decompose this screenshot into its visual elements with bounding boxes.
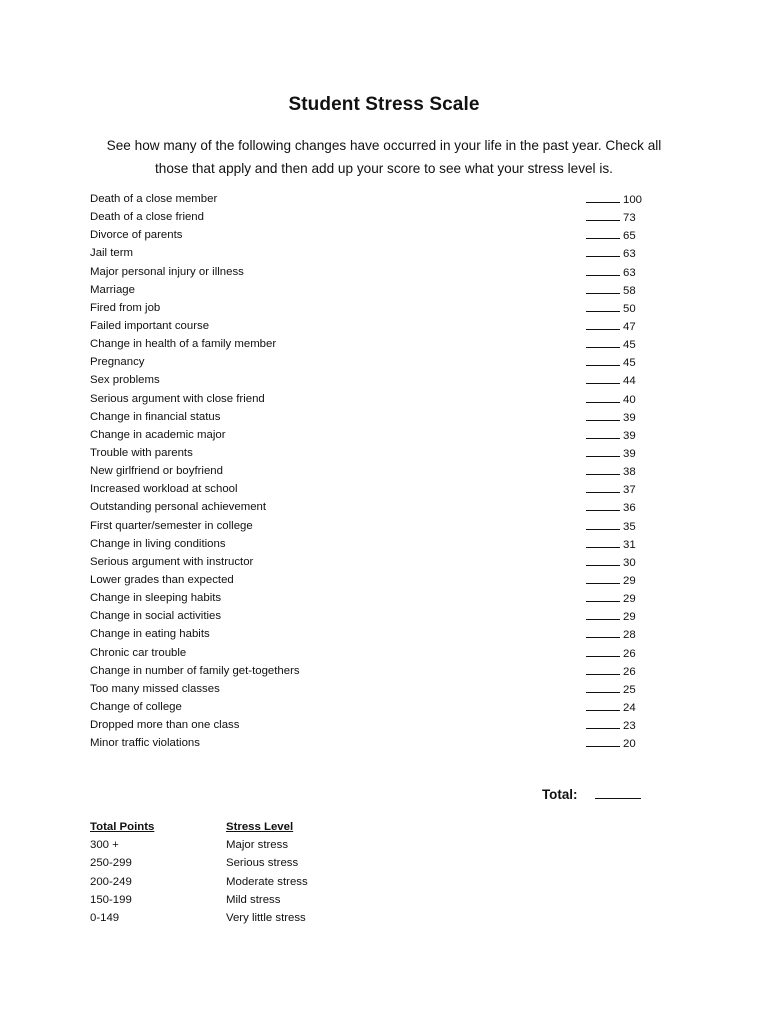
event-points-cell: [586, 355, 636, 369]
event-points: 44: [623, 375, 636, 388]
legend-level: Very little stress: [226, 912, 306, 925]
event-points: 25: [623, 683, 636, 696]
event-row: [90, 371, 650, 389]
event-points: 39: [623, 411, 636, 424]
legend-points: 250-299: [90, 857, 132, 870]
event-points-cell: [586, 555, 636, 569]
event-points-cell: [586, 519, 636, 533]
event-points-cell: [586, 500, 636, 514]
event-points: 29: [623, 593, 636, 606]
event-label: Outstanding personal achievement: [90, 501, 267, 514]
event-row: [90, 281, 650, 299]
legend-level: Mild stress: [226, 893, 281, 906]
event-points: 38: [623, 466, 636, 479]
check-blank[interactable]: [586, 646, 620, 657]
legend-row: [90, 891, 308, 909]
event-row: [90, 190, 650, 208]
event-label: First quarter/semester in college: [90, 519, 253, 532]
event-row: [90, 571, 650, 589]
event-points-cell: [586, 573, 636, 587]
event-label: Change in eating habits: [90, 628, 210, 641]
check-blank[interactable]: [586, 228, 620, 239]
event-label: New girlfriend or boyfriend: [90, 465, 223, 478]
event-label: Death of a close friend: [90, 211, 204, 224]
check-blank[interactable]: [586, 301, 620, 312]
life-events-list: [90, 190, 650, 752]
event-label: Serious argument with instructor: [90, 555, 254, 568]
legend-points: 300 +: [90, 839, 119, 852]
event-points: 39: [623, 448, 636, 461]
legend-points: 200-249: [90, 875, 132, 888]
event-points: 65: [623, 230, 636, 243]
event-points-cell: [586, 736, 636, 750]
event-points: 58: [623, 284, 636, 297]
check-blank[interactable]: [586, 609, 620, 620]
event-label: Dropped more than one class: [90, 719, 240, 732]
legend-points: 0-149: [90, 912, 120, 925]
check-blank[interactable]: [586, 718, 620, 729]
event-points: 35: [623, 520, 636, 533]
check-blank[interactable]: [586, 355, 620, 366]
check-blank[interactable]: [586, 446, 620, 457]
check-blank[interactable]: [586, 591, 620, 602]
event-points-cell: [586, 682, 636, 696]
check-blank[interactable]: [586, 410, 620, 421]
event-points: 63: [623, 266, 636, 279]
event-points-cell: [586, 718, 636, 732]
event-row: [90, 208, 650, 226]
instructions-paragraph: See how many of the following changes have occurred in your life in the past year. Check all those that apply and then add up your score to see what your stress level is.: [106, 138, 662, 176]
legend-level: Major stress: [226, 839, 289, 852]
event-points: 45: [623, 339, 636, 352]
event-row: [90, 625, 650, 643]
event-points: 28: [623, 629, 636, 642]
event-points-cell: [586, 192, 642, 206]
event-points-cell: [586, 319, 636, 333]
event-row: [90, 698, 650, 716]
event-label: Change in living conditions: [90, 537, 226, 550]
event-row: [90, 353, 650, 371]
event-label: Too many missed classes: [90, 682, 220, 695]
event-points-cell: [586, 373, 636, 387]
check-blank[interactable]: [586, 682, 620, 693]
event-row: [90, 480, 650, 498]
event-points-cell: [586, 246, 636, 260]
event-points-cell: [586, 537, 636, 551]
event-row: [90, 644, 650, 662]
event-label: Change in financial status: [90, 410, 221, 423]
event-points: 100: [623, 194, 643, 207]
event-row: [90, 553, 650, 571]
event-points-cell: [586, 664, 636, 678]
event-label: Fired from job: [90, 301, 161, 314]
event-points: 40: [623, 393, 636, 406]
event-row: [90, 716, 650, 734]
event-label: Trouble with parents: [90, 447, 193, 460]
event-points-cell: [586, 591, 636, 605]
event-row: [90, 426, 650, 444]
check-blank[interactable]: [586, 428, 620, 439]
check-blank[interactable]: [586, 482, 620, 493]
legend-row: [90, 909, 308, 927]
event-row: [90, 408, 650, 426]
event-points: 50: [623, 302, 636, 315]
event-label: Serious argument with close friend: [90, 392, 265, 405]
event-label: Increased workload at school: [90, 483, 238, 496]
event-points-cell: [586, 337, 636, 351]
check-blank[interactable]: [586, 500, 620, 511]
event-label: Change in number of family get-togethers: [90, 664, 300, 677]
event-points-cell: [586, 392, 636, 406]
event-points: 23: [623, 720, 636, 733]
check-blank[interactable]: [586, 337, 620, 348]
check-blank[interactable]: [586, 464, 620, 475]
event-label: Change in sleeping habits: [90, 592, 222, 605]
stress-level-legend: [90, 818, 308, 927]
event-points-cell: [586, 428, 636, 442]
event-row: [90, 517, 650, 535]
event-label: Divorce of parents: [90, 229, 183, 242]
event-label: Change in social activities: [90, 610, 222, 623]
event-points: 20: [623, 738, 636, 751]
check-blank[interactable]: [586, 392, 620, 403]
legend-row: [90, 873, 308, 891]
event-row: [90, 734, 650, 752]
event-row: [90, 662, 650, 680]
event-points: 39: [623, 429, 636, 442]
legend-row: [90, 854, 308, 872]
event-row: [90, 335, 650, 353]
event-row: [90, 299, 650, 317]
event-row: [90, 390, 650, 408]
event-label: Minor traffic violations: [90, 737, 200, 750]
event-row: [90, 462, 650, 480]
check-blank[interactable]: [586, 573, 620, 584]
event-points-cell: [586, 301, 636, 315]
event-label: Jail term: [90, 247, 134, 260]
event-points-cell: [586, 646, 636, 660]
event-points: 29: [623, 611, 636, 624]
event-label: Sex problems: [90, 374, 160, 387]
event-points: 29: [623, 575, 636, 588]
event-points-cell: [586, 627, 636, 641]
event-points: 45: [623, 357, 636, 370]
event-points-cell: [586, 410, 636, 424]
check-blank[interactable]: [586, 265, 620, 276]
event-label: Major personal injury or illness: [90, 265, 244, 278]
event-row: [90, 589, 650, 607]
event-label: Change in health of a family member: [90, 338, 277, 351]
check-blank[interactable]: [586, 319, 620, 330]
legend-level: Serious stress: [226, 857, 299, 870]
legend-points: 150-199: [90, 893, 132, 906]
event-label: Change in academic major: [90, 428, 226, 441]
event-row: [90, 263, 650, 281]
legend-header-level: Stress Level: [226, 821, 294, 834]
total-line: [542, 786, 641, 802]
event-points: 30: [623, 556, 636, 569]
event-points-cell: [586, 210, 636, 224]
check-blank[interactable]: [586, 246, 620, 257]
check-blank[interactable]: [586, 627, 620, 638]
total-label: Total:: [542, 787, 578, 802]
event-label: Failed important course: [90, 320, 210, 333]
event-points: 26: [623, 665, 636, 678]
check-blank[interactable]: [586, 664, 620, 675]
event-row: [90, 317, 650, 335]
event-points: 63: [623, 248, 636, 261]
event-label: Chronic car trouble: [90, 646, 187, 659]
event-points: 31: [623, 538, 636, 551]
event-points-cell: [586, 464, 636, 478]
event-points-cell: [586, 609, 636, 623]
legend-level: Moderate stress: [226, 875, 308, 888]
check-blank[interactable]: [586, 283, 620, 294]
check-blank[interactable]: [586, 373, 620, 384]
event-points-cell: [586, 228, 636, 242]
event-points-cell: [586, 265, 636, 279]
check-blank[interactable]: [586, 736, 620, 747]
event-label: Lower grades than expected: [90, 574, 234, 587]
event-points-cell: [586, 700, 636, 714]
event-row: [90, 607, 650, 625]
event-row: [90, 226, 650, 244]
event-points: 26: [623, 647, 636, 660]
check-blank[interactable]: [586, 192, 620, 203]
event-row: [90, 244, 650, 262]
page-title: Student Stress Scale: [288, 94, 480, 115]
event-row: [90, 535, 650, 553]
event-label: Change of college: [90, 701, 182, 713]
legend-header: [90, 818, 308, 836]
event-points-cell: [586, 446, 636, 460]
event-points-cell: [586, 283, 636, 297]
event-label: Marriage: [90, 283, 135, 296]
check-blank[interactable]: [586, 519, 620, 530]
check-blank[interactable]: [586, 700, 620, 711]
event-label: Pregnancy: [90, 356, 145, 369]
check-blank[interactable]: [586, 537, 620, 548]
event-row: [90, 498, 650, 516]
check-blank[interactable]: [586, 210, 620, 221]
event-points: 24: [623, 702, 636, 714]
event-points-cell: [586, 482, 636, 496]
event-label: Death of a close member: [90, 193, 218, 206]
event-row: [90, 680, 650, 698]
check-blank[interactable]: [586, 555, 620, 566]
event-points: 36: [623, 502, 636, 515]
event-points: 37: [623, 484, 636, 497]
event-points: 73: [623, 212, 636, 225]
legend-header-points: Total Points: [90, 821, 155, 834]
legend-row: [90, 836, 308, 854]
total-blank[interactable]: [595, 786, 641, 799]
event-points: 47: [623, 321, 636, 334]
event-row: [90, 444, 650, 462]
